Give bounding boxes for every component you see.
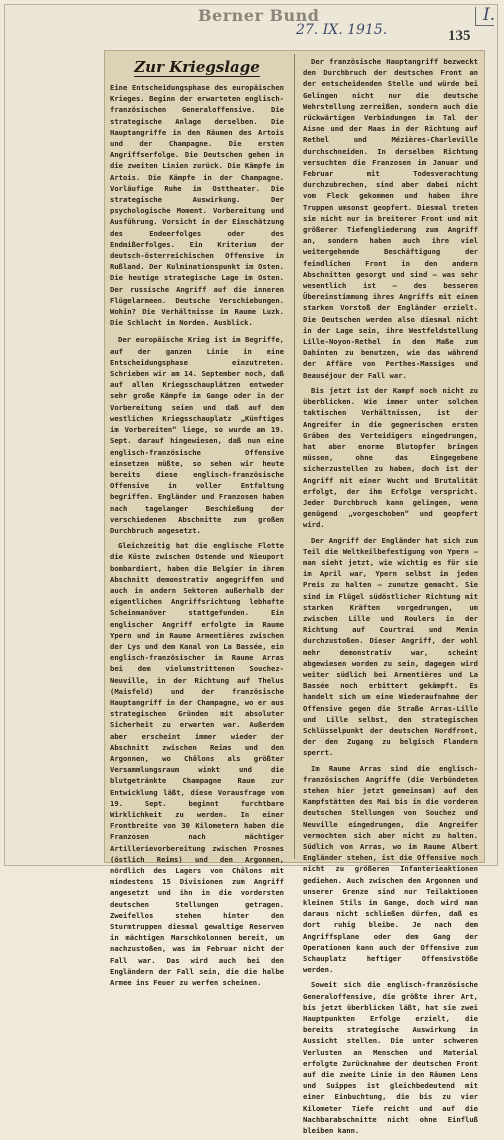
left-column bbox=[110, 56, 284, 992]
paragraph: Der französische Hauptangriff bezweckt den Durchbruch der deutschen Front an der entscheidenden Stelle und würde bei Gelingen nicht nur die deutsche Wehrstellung zerreißen, sondern auch die rückwärtigen Verbindungen im Tal der Aisne und der Maas in der Richtung auf Rethel und Mézières-Charleville durchschneiden. In derselben Richtung versuchten die Franzosen im Januar und Februar mit Todesverachtung durchzubrechen, sind aber dabei nicht vom Fleck gekommen und haben ihre Truppen umsonst geopfert. Diesmal treten sie nicht nur in breiterer Front und mit größerer Tiefengliederung zum Angriff an, sondern haben auch ihre viel weitergehende Beschäftigung der feindlichen Front in den andern Abschnitten gesorgt und sind — was sehr wesentlich ist — des besseren Übereinstimmung ihres Angriffs mit einem starken Vorstoß der Engländer erzielt. Die Deutschen werden also diesmal nicht in der Lage sein, ihre Westfeldstellung Lille-Noyon-Rethel in dem Maße zum Dahinten zu benutzen, wie das während der Affäre von Perthes-Massiges und Beauséjour der Fall war. bbox=[303, 57, 478, 380]
paragraph: Im Raume Arras sind die englisch-französischen Angriffe (die Verbündeten stehen hier jetzt gemeinsam) auf den Kampfstätten des Mai bis in die vorderen deutschen Stellungen von Souchez und Neuville eingedrungen, die Angreifer vermochten sich aber nicht zu halten. Südlich von Arras, wo im Raume Albert Engländer stehen, ist die Offensive noch nicht zu größeren Infanterieaktionen gediehen. Auch zwischen den Argonnen und unserer Grenze sind nur Teilaktionen kleinen Stils im Gange, doch wird man daraus nicht schließen dürfen, daß es dort ruhig bleibe. Je nach dem Angriffsplane oder dem Gang der Operationen kann auch der Offensive zum Schauplatz heftiger Offensivstöße werden. bbox=[303, 763, 478, 975]
paragraph: Der Angriff der Engländer hat sich zum Teil die Weltkeilbefestigung von Ypern — man sieht jetzt, wie wichtig es für sie im April war, Ypern selbst im jeden Preis zu halten — zunutze gemacht. Sie sind im Flügel südöstlicher Richtung mit starken Kräften vorgedrungen, um zwischen Lille und Roulers in der Richtung auf Courtrai und Menin durchzustoßen. Dieser Angriff, der wohl mehr demonstrativ war, scheint abgewiesen worden zu sein, dagegen wird weiter südlich bei Armentières und La Bassée noch erbittert gekämpft. Es handelt sich um eine Wiederaufnahme der Offensive gegen die Straße Arras-Lille und Lille selbst, den strategischen Schlüsselpunkt der deutschen Nordfront, der den Zugang zu belgisch Flandern sperrt. bbox=[303, 535, 478, 758]
handwritten-date: 27. IX. 1915. bbox=[296, 22, 388, 38]
column-divider bbox=[294, 54, 295, 859]
handwritten-tag: I. bbox=[483, 5, 496, 25]
right-column bbox=[303, 56, 478, 1140]
article-summary: Eine Entscheidungsphase des europäischen Krieges. Beginn der erwarteten englisch-französischen Generaloffensive. Die strategische Anlage derselben. Die Hauptangriffe in den Räumen des Artois und der Champagne. Die ersten Angriffserfolge. Die Deutschen gehen in die zweiten Linien zurück. Die Kämpfe im Artois. Die Kämpfe in der Champagne. Vorläufige Ruhe im Osttheater. Die strategische Auswirkung. Der psychologische Moment. Vorbereitung und Ausführung. Vorsicht in der Einschätzung des Endeerfolges oder des Endmißerfolges. Ein Kriterium der deutsch-österreichischen Offensive in Rußland. Der Kulminationspunkt im Osten. Die heutige strategische Lage im Osten. Der russische Angriff auf die inneren Flügelarmeen. Deutsche Verschiebungen. Wohin? Die Verhältnisse im Raume Luzk. Die Schlacht im Norden. Ausblick. bbox=[110, 83, 284, 328]
newspaper-clipping bbox=[104, 50, 485, 1136]
page-number: 135 bbox=[448, 28, 471, 44]
paragraph: Gleichzeitig hat die englische Flotte die Küste zwischen Ostende und Nieuport bombardiert, haben die Belgier in ihrem Abschnitt demonstrativ angegriffen und auch in andern Sektoren außerhalb der eigentlichen Angriffsrichtung lebhafte Scheinmanöver stattgefunden. Ein englischer Angriff erfolgte im Raume Ypern und im Raume Armentières zwischen der Lys und dem Kanal von La Bassée, ein englisch-französischer im Raume Arras bei dem vielumstrittenen Souchez-Neuville, in der Richtung auf Thelus (Maisfeld) und der französische Hauptangriff in der Champagne, wo er aus strategischen Gründen mit absoluter Sicherheit zu erwarten war. Außerdem aber erscheint immer wieder der Abschnitt zwischen Reims und den Argonnen, wo Châlons als größter Versammlungsraum winkt und die blutgetränkte Champagne Raum zur Entwicklung läßt, diese Vorausfrage vom 19. Sept. beginnt furchtbare Wirklichkeit zu werden. In einer Frontbreite von 30 Kilometern haben die Franzosen nach mächtiger Artillerievorbereitung zwischen Prosnes (östlich Reims) und den Argonnen, nördlich des Lagers von Châlons mit mindestens 15 Divisionen zum Angriff angesetzt und ihn in die vordersten deutschen Stellungen getragen. Zweifellos stehen hinter den Sturmtruppen diesmal gewaltige Reserven in mächtigen Marschkolonnen bereit, um nachzustoßen, was im Februar nicht der Fall war. Das wird auch bei den Engländern der Fall sein, die die halbe Armee ins Feuer zu werfen scheinen. bbox=[110, 541, 284, 988]
paragraph: Bis jetzt ist der Kampf noch nicht zu überblicken. Wie immer unter solchen taktischen Verhältnissen, ist der Angreifer in die gegnerischen ersten Gräben des Verteidigers eingedrungen, hat aber enorme Blutopfer bringen müssen, ohne das Eingegebene sicherzustellen zu haben, doch ist der Angriff mit einer Wucht und Brutalität erfolgt, der ihm Erfolge verspricht. Jeder Durchbruch kann gelingen, wenn genügend „vorgeschoben“ und geopfert wird. bbox=[303, 385, 478, 530]
paragraph: Der europäische Krieg ist im Begriffe, auf der ganzen Linie in eine Entscheidungsphase einzutreten. Schrieben wir am 14. September noch, daß auf allen Kriegsschauplätzen entweder sehr große Kämpfe im Gange oder in der Vorbereitung seien und daß auf dem westlichen Kriegsschauplatz „Künftiges im Vorbereiten“ liege, so wurde am 19. Sept. darauf hingewiesen, daß nun eine englisch-französische Offensive einsetzen müßte, so sehen wir heute bereits diese englisch-französische Offensive in voller Entfaltung begriffen. Engländer und Franzosen haben nach tagelanger Beschießung der verschiedenen Abschnitte zum großen Durchbruch angesetzt. bbox=[110, 335, 284, 535]
article-title: Zur Kriegslage bbox=[134, 58, 260, 76]
newspaper-stamp: Berner Bund bbox=[198, 6, 320, 25]
paragraph: Soweit sich die englisch-französische Generaloffensive, die größte ihrer Art, bis jetzt überblicken läßt, hat sie zwei Hauptpunkten Erfolge erzielt, die bereits strategische Auswirkung in Aussicht stellen. Die unter schweren Verlusten an Menschen und Material erfolgte Zurücknahme der deutschen Front auf die zweite Linie in den Räumen Lens und Suippes ist gleichbedeutend mit einer Einbuchtung, die bis zu vier Kilometer Tiefe reicht und auf die Nachbarabschnitte nicht ohne Einfluß bleiben kann. bbox=[303, 980, 478, 1136]
